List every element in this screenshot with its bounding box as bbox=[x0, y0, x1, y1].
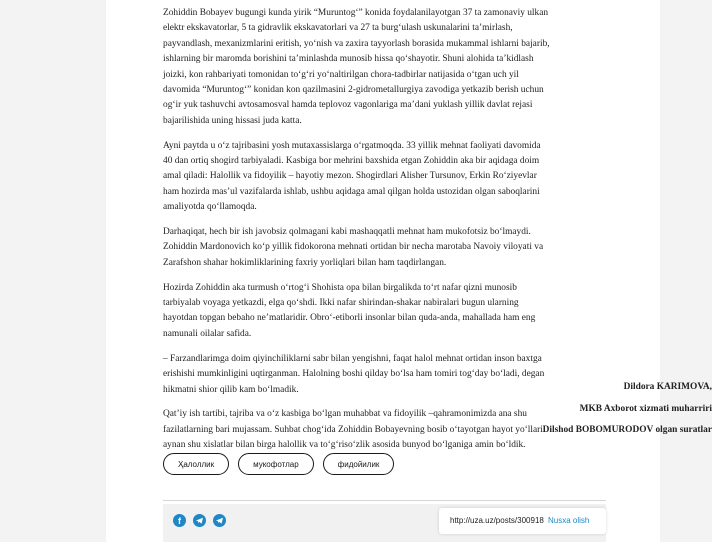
article-paragraph: Qat’iy ish tartibi, tajriba va o‘z kasbiga bo‘lgan muhabbat va fidoyilik –qahramonimizda ana shu fazilatlarning bari mujassam. Suhbat chog‘ida Zohiddin Bobayevning bosib o‘tayotgan hayot yo‘llari aynan shu xislatlar bilan birga halollik va to‘g‘riso‘zlik asosida bunyod bo‘lganiga amin bo‘ldik. bbox=[163, 409, 543, 451]
share-bar bbox=[163, 504, 606, 542]
share-icons bbox=[173, 514, 226, 527]
telegram-icon[interactable] bbox=[213, 514, 226, 527]
article-paragraph: Darhaqiqat, hech bir ish javobsiz qolmagani kabi mashaqqatli mehnat ham mukofotsiz bo‘lmaydi. Zohiddin Mardonovich ko‘p yillik fidokorona mehnati ortidan bir necha marotaba Navoiy viloyati va Zarafshon shahar hokimliklarining faxriy yorliqlari bilan ham taqdirlangan. bbox=[163, 227, 544, 268]
article-signature bbox=[163, 377, 712, 442]
main-content bbox=[106, 0, 712, 542]
share-url: http://uza.uz/posts/300918 bbox=[450, 516, 544, 525]
article-paragraph: Zohiddin Bobayev bugungi kunda yirik “Muruntog‘” konida foydalanilayotgan 37 ta zamonaviy ulkan elektr ekskavatorlar, 5 ta gidravlik ekskavatorlari va 27 ta burg‘ulash uskunalarini ta’mirlash, payvandlash, mexanizmlarini eritish, yo‘nish va zaxira tayyorlash borasida mukammal ishlarni bajarib, ishlarning bir maromda borishini ta’minlashda munosib hissa qo‘shayotir. Shuni alohida ta’kidlash joizki, kon rahbariyati tomonidan to‘g‘ri yo‘naltirilgan chora-tadbirlar natijasida o‘tgan uch yil davomida “Muruntog‘” konidan kon qazilmasini 2-gidrometallurgiya zavodiga yetkazib berish uchun og‘ir yuk tashuvchi avtosamosval hamda teplovoz vagonlariga ma’dani yuklash yillik davlat rejasi bajarilishida uning hissasi juda katta. bbox=[163, 8, 550, 126]
article-paragraph: – Farzandlarimga doim qiyinchiliklarni sabr bilan yengishni, faqat halol mehnat ortidan inson baxtga erishishi mumkinligini uqtirganman. Halolning boshi qilday bo‘lsa ham tomiri tog‘day bo‘ladi, degan hikmatni shior qilib kam bo‘lmadik. bbox=[163, 353, 545, 395]
tag-halollik[interactable]: Ҳалоллик bbox=[163, 453, 229, 475]
tag-fidoyilik[interactable]: фидойилик bbox=[323, 453, 395, 475]
tag-list bbox=[163, 453, 394, 475]
photo-credit: Dilshod BOBOMURODOV olgan suratlar bbox=[542, 425, 712, 436]
svg-text:f: f bbox=[178, 516, 181, 526]
author-name: Dildora KARIMOVA, bbox=[623, 382, 712, 392]
share-link-box bbox=[439, 508, 606, 534]
tag-mukofotlar[interactable]: мукофотлар bbox=[238, 453, 314, 475]
divider bbox=[163, 500, 606, 501]
copy-link-button[interactable]: Nusxa olish bbox=[548, 516, 590, 525]
article-paragraph: Hozirda Zohiddin aka turmush o‘rtog‘i Shohista opa bilan birgalikda to‘rt nafar qizni munosib tarbiyalab voyaga yetkazdi, elga qo‘shdi. Ikki nafar shirindan-shakar nabiralari bugun ularning hayotdan topgan bebaho ne’matlaridir. Obro‘-etiborli insonlar bilan quda-anda, mahallada ham eng namunali oilalar safida. bbox=[163, 282, 536, 339]
telegram-icon[interactable] bbox=[193, 514, 206, 527]
author-position: MKB Axborot xizmati muharriri bbox=[579, 403, 712, 414]
article-paragraph: Ayni paytda u o‘z tajribasini yosh mutaxassislarga o‘rgatmoqda. 33 yillik mehnat faoliyati davomida 40 dan ortiq shogird tarbiyaladi. Kasbiga bor mehrini baxshida etgan Zohiddin aka bir aqidaga doim amal qiladi: Halollik va fidoyilik – hayotiy mezon. Shogirdlari Alisher Tursunov, Erkin Ro‘ziyevlar ham hozirda mas’ul vazifalarda ishlab, ushbu aqidaga amal qilgan holda ustozidan olgan saboqlarini amaliyotda qo‘llamoqda. bbox=[163, 140, 541, 213]
facebook-icon[interactable] bbox=[173, 514, 186, 527]
